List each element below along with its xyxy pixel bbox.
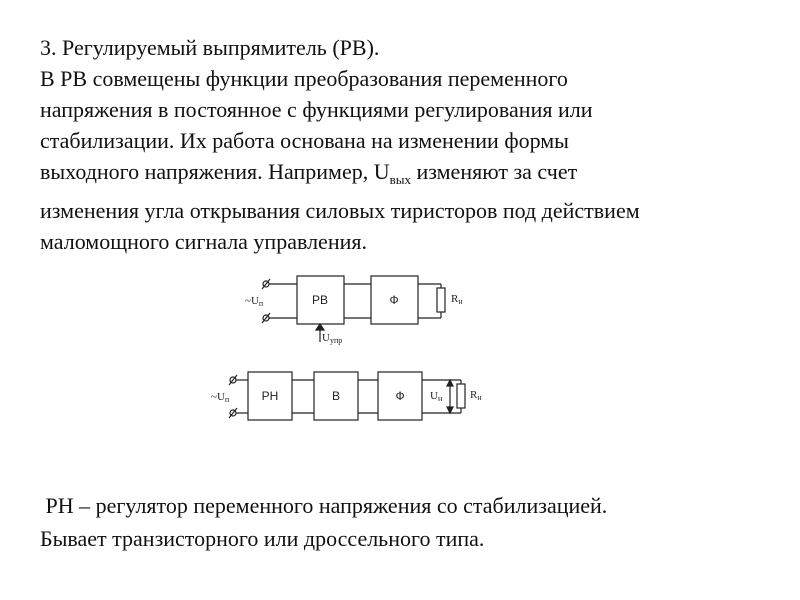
input-terminal-bottom <box>262 313 270 323</box>
load-resistor-2 <box>457 384 465 408</box>
slide-heading: 3. Регулируемый выпрямитель (РВ). <box>40 35 380 60</box>
control-arrow-icon <box>316 324 324 330</box>
paragraph-line-6: маломощного сигнала управления. <box>40 229 367 254</box>
bottom-line-2: Бывает транзисторного или дроссельного типа. <box>40 526 485 551</box>
input-terminal-bottom-2 <box>229 408 237 418</box>
d1-load-label: Rн <box>451 293 463 306</box>
d1-input-label: ~Uп <box>245 295 264 308</box>
d1-block-filter-label: Ф <box>389 293 399 307</box>
paragraph-line-4-post: изменяют за счет <box>410 159 578 184</box>
paragraph-line-5: изменения угла открывания силовых тиристоров под действием <box>40 198 640 223</box>
diagram-rv-labels <box>245 293 463 345</box>
paragraph-line-2: напряжения в постоянное с функциями регулирования или <box>40 97 593 122</box>
bottom-line-1: РН – регулятор переменного напряжения со стабилизацией. <box>40 493 608 518</box>
paragraph-line-4-pre: выходного напряжения. Например, U <box>40 159 390 184</box>
d2-block-filter-label: Ф <box>395 389 405 403</box>
u-vyx-subscript: вых <box>389 172 411 187</box>
load-resistor <box>437 288 445 312</box>
output-voltage-arrow-up-icon <box>447 380 453 386</box>
d2-block-rn-label: РН <box>261 389 279 403</box>
d1-block-rv-label: РВ <box>311 293 329 307</box>
d2-block-rectifier-label: В <box>331 389 341 403</box>
d2-load-label: Rн <box>470 389 482 402</box>
d2-output-voltage-label: Uн <box>430 390 443 403</box>
diagram-rv <box>262 276 445 342</box>
input-terminal-top <box>262 279 270 289</box>
paragraph-line-3: стабилизации. Их работа основана на изменении формы <box>40 128 569 153</box>
bottom-note <box>40 489 607 555</box>
d1-control-label: Uупр <box>322 332 343 345</box>
input-terminal-top-2 <box>229 375 237 385</box>
d2-input-label: ~Uп <box>211 391 230 404</box>
output-voltage-arrow-down-icon <box>447 407 453 413</box>
paragraph-line-1: В РВ совмещены функции преобразования переменного <box>40 66 568 91</box>
